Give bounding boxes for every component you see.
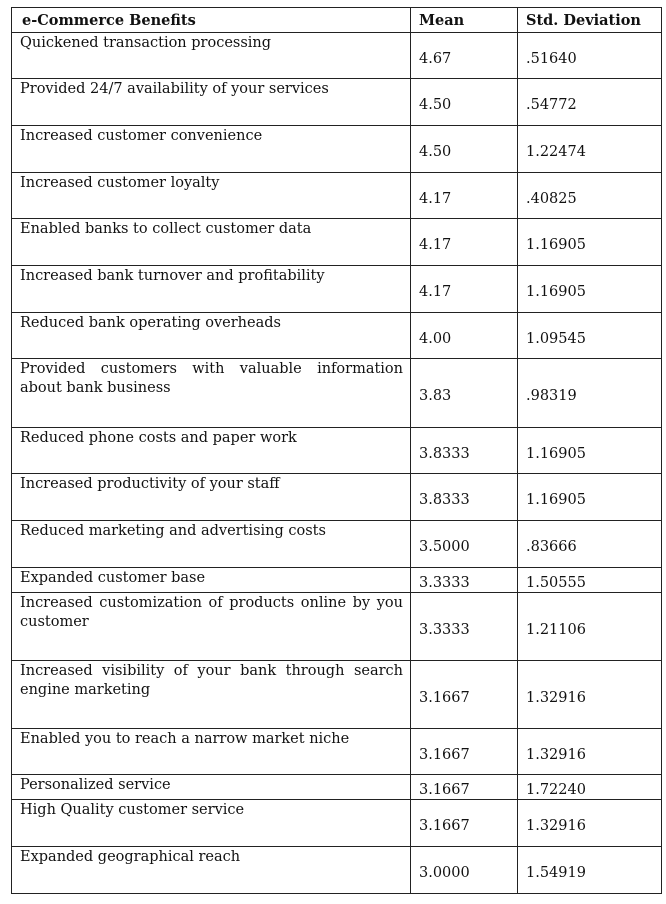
mean-cell: 4.67: [411, 33, 518, 79]
std-deviation-cell: 1.16905: [518, 219, 662, 266]
table-row: [12, 428, 662, 474]
mean-cell: 3.0000: [411, 847, 518, 894]
table-row: [12, 474, 662, 521]
table-row: [12, 800, 662, 847]
table-row: [12, 313, 662, 359]
table-header: [12, 8, 662, 33]
table-body: [12, 33, 662, 894]
benefit-cell: Provided 24/7 availability of your services: [12, 79, 411, 126]
benefit-cell: Enabled banks to collect customer data: [12, 219, 411, 266]
std-deviation-cell: 1.16905: [518, 428, 662, 474]
mean-cell: 3.1667: [411, 661, 518, 729]
std-deviation-cell: .54772: [518, 79, 662, 126]
mean-cell: 4.50: [411, 79, 518, 126]
std-deviation-cell: 1.32916: [518, 729, 662, 775]
table-row: [12, 661, 662, 729]
std-deviation-cell: 1.54919: [518, 847, 662, 894]
benefit-cell: Reduced marketing and advertising costs: [12, 521, 411, 568]
std-deviation-cell: 1.22474: [518, 126, 662, 173]
header-std-deviation: Std. Deviation: [518, 8, 662, 33]
std-deviation-cell: .83666: [518, 521, 662, 568]
benefit-cell: Increased customer convenience: [12, 126, 411, 173]
benefit-cell: Reduced phone costs and paper work: [12, 428, 411, 474]
benefit-cell: Increased visibility of your bank through search engine marketing: [12, 661, 411, 729]
table-row: [12, 568, 662, 593]
table-row: [12, 847, 662, 894]
header-mean: Mean: [411, 8, 518, 33]
std-deviation-cell: 1.21106: [518, 593, 662, 661]
std-deviation-cell: 1.09545: [518, 313, 662, 359]
mean-cell: 3.3333: [411, 593, 518, 661]
table-row: [12, 521, 662, 568]
mean-cell: 4.00: [411, 313, 518, 359]
std-deviation-cell: 1.32916: [518, 800, 662, 847]
header-row: [12, 8, 662, 33]
mean-cell: 4.17: [411, 266, 518, 313]
table-row: [12, 775, 662, 800]
mean-cell: 3.8333: [411, 474, 518, 521]
mean-cell: 3.1667: [411, 775, 518, 800]
benefits-table: [11, 7, 662, 894]
benefit-cell: Increased customization of products online by you customer: [12, 593, 411, 661]
benefit-cell: Quickened transaction processing: [12, 33, 411, 79]
table-row: [12, 126, 662, 173]
benefit-cell: Expanded geographical reach: [12, 847, 411, 894]
mean-cell: 3.83: [411, 359, 518, 428]
std-deviation-cell: 1.16905: [518, 474, 662, 521]
std-deviation-cell: .40825: [518, 173, 662, 219]
std-deviation-cell: .51640: [518, 33, 662, 79]
benefit-cell: Enabled you to reach a narrow market niche: [12, 729, 411, 775]
table-row: [12, 266, 662, 313]
table-row: [12, 79, 662, 126]
mean-cell: 4.17: [411, 173, 518, 219]
table-row: [12, 729, 662, 775]
std-deviation-cell: 1.32916: [518, 661, 662, 729]
benefit-cell: Increased bank turnover and profitability: [12, 266, 411, 313]
mean-cell: 4.50: [411, 126, 518, 173]
benefit-cell: Personalized service: [12, 775, 411, 800]
benefit-cell: Expanded customer base: [12, 568, 411, 593]
benefit-cell: Increased customer loyalty: [12, 173, 411, 219]
std-deviation-cell: .98319: [518, 359, 662, 428]
benefit-cell: Increased productivity of your staff: [12, 474, 411, 521]
benefit-cell: High Quality customer service: [12, 800, 411, 847]
std-deviation-cell: 1.50555: [518, 568, 662, 593]
table-row: [12, 593, 662, 661]
std-deviation-cell: 1.72240: [518, 775, 662, 800]
mean-cell: 3.1667: [411, 729, 518, 775]
mean-cell: 3.1667: [411, 800, 518, 847]
table-row: [12, 173, 662, 219]
header-benefits: e-Commerce Benefits: [12, 8, 411, 33]
benefit-cell: Reduced bank operating overheads: [12, 313, 411, 359]
std-deviation-cell: 1.16905: [518, 266, 662, 313]
table-row: [12, 359, 662, 428]
mean-cell: 4.17: [411, 219, 518, 266]
mean-cell: 3.5000: [411, 521, 518, 568]
benefit-cell: Provided customers with valuable information about bank business: [12, 359, 411, 428]
table-row: [12, 219, 662, 266]
mean-cell: 3.8333: [411, 428, 518, 474]
mean-cell: 3.3333: [411, 568, 518, 593]
table-row: [12, 33, 662, 79]
